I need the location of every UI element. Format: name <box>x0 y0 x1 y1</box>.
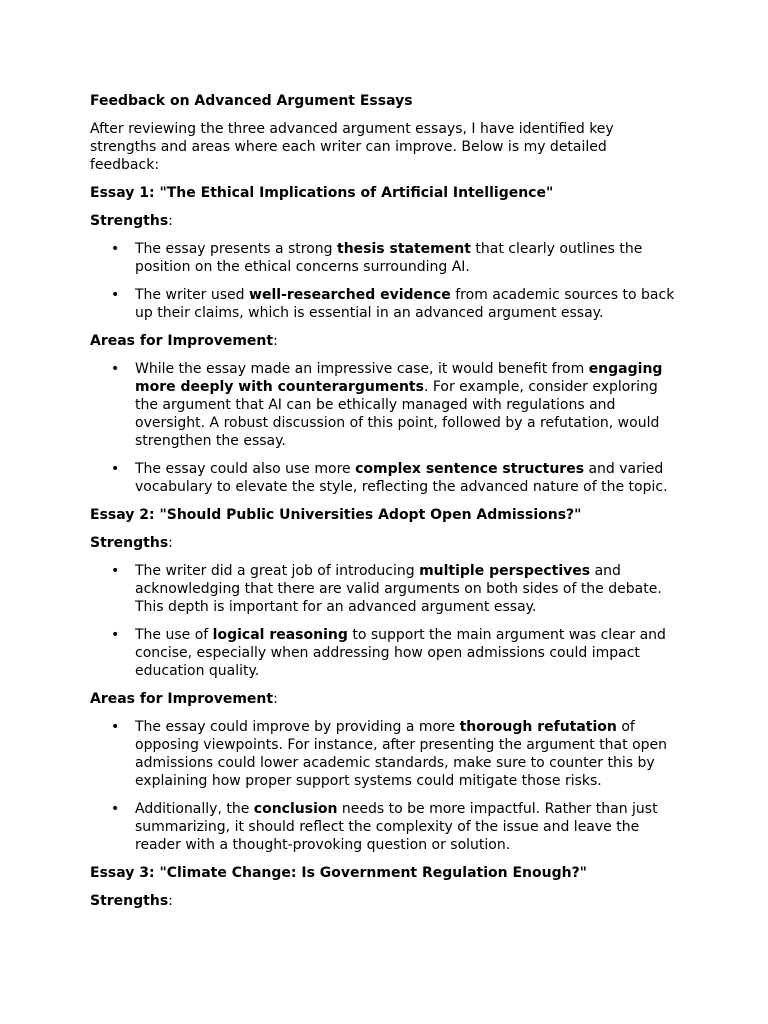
essay-section-1 <box>90 184 678 496</box>
list-item <box>90 800 678 854</box>
list-item <box>90 562 678 616</box>
bullet-icon: • <box>111 719 120 735</box>
list-item <box>90 360 678 450</box>
improvement-label: Areas for Improvement <box>90 333 274 349</box>
item-text: and varied vocabulary to elevate the style, reflecting the advanced nature of the topic. <box>135 461 668 495</box>
label-colon: : <box>273 333 278 349</box>
item-text: The essay could also use more <box>135 461 356 477</box>
item-text: While the essay made an impressive case, it would benefit from <box>135 361 589 377</box>
strengths-label: Strengths <box>90 213 169 229</box>
bullet-icon: • <box>111 801 120 817</box>
item-emphasis: conclusion <box>253 801 338 817</box>
strengths-label-line <box>90 534 678 552</box>
improvement-label-line <box>90 690 678 708</box>
item-text: The essay presents a strong <box>135 241 338 257</box>
label-colon: : <box>168 535 173 551</box>
strengths-label: Strengths <box>90 535 169 551</box>
improvements-list <box>90 360 678 496</box>
list-item <box>90 460 678 496</box>
item-emphasis: engaging more deeply with counterarguments <box>135 361 663 395</box>
essay-section-2 <box>90 506 678 854</box>
intro-paragraph: After reviewing the three advanced argument essays, I have identified key strengths and areas where each writer can improve. Below is my detailed feedback: <box>90 121 614 173</box>
item-emphasis: thorough refutation <box>459 719 617 735</box>
item-text: that clearly outlines the position on the ethical concerns surrounding AI. <box>135 241 643 275</box>
essay-heading: Essay 3: "Climate Change: Is Government Regulation Enough?" <box>90 865 587 881</box>
bullet-icon: • <box>111 361 120 377</box>
list-item <box>90 718 678 790</box>
item-text: The writer did a great job of introducing <box>135 563 420 579</box>
item-text: The writer used <box>135 287 250 303</box>
list-item <box>90 286 678 322</box>
strengths-label-line <box>90 892 678 910</box>
item-text: Additionally, the <box>135 801 254 817</box>
improvement-label-line <box>90 332 678 350</box>
improvements-list <box>90 718 678 854</box>
item-emphasis: thesis statement <box>337 241 471 257</box>
bullet-icon: • <box>111 241 120 257</box>
item-text: The use of <box>135 627 213 643</box>
item-emphasis: complex sentence structures <box>355 461 585 477</box>
item-text: The essay could improve by providing a more <box>135 719 460 735</box>
item-text: needs to be more impactful. Rather than just summarizing, it should reflect the complexity of the issue and leave the reader with a thought-provoking question or solution. <box>135 801 658 853</box>
improvement-label: Areas for Improvement <box>90 691 274 707</box>
bullet-icon: • <box>111 461 120 477</box>
item-text: and acknowledging that there are valid arguments on both sides of the debate. This depth is important for an advanced argument essay. <box>135 563 662 615</box>
bullet-icon: • <box>111 627 120 643</box>
strengths-list <box>90 240 678 322</box>
item-emphasis: multiple perspectives <box>419 563 591 579</box>
list-item <box>90 240 678 276</box>
essay-heading: Essay 1: "The Ethical Implications of Artificial Intelligence" <box>90 185 554 201</box>
item-emphasis: well-researched evidence <box>249 287 451 303</box>
label-colon: : <box>273 691 278 707</box>
bullet-icon: • <box>111 287 120 303</box>
item-text: of opposing viewpoints. For instance, after presenting the argument that open admissions could lower academic standards, make sure to counter this by explaining how proper support systems could mitigate those risks. <box>135 719 668 789</box>
label-colon: : <box>168 893 173 909</box>
essay-heading: Essay 2: "Should Public Universities Adopt Open Admissions?" <box>90 507 582 523</box>
item-text: from academic sources to back up their claims, which is essential in an advanced argument essay. <box>135 287 675 321</box>
list-item <box>90 626 678 680</box>
label-colon: : <box>168 213 173 229</box>
strengths-label-line <box>90 212 678 230</box>
item-text: to support the main argument was clear and concise, especially when addressing how open admissions could impact education quality. <box>135 627 666 679</box>
strengths-list <box>90 562 678 680</box>
essay-section-3 <box>90 864 678 910</box>
bullet-icon: • <box>111 563 120 579</box>
document-title: Feedback on Advanced Argument Essays <box>90 93 413 109</box>
item-text: . For example, consider exploring the argument that AI can be ethically managed with regulations and oversight. A robust discussion of this point, followed by a refutation, would strengthen the essay. <box>135 379 660 449</box>
strengths-label: Strengths <box>90 893 169 909</box>
item-emphasis: logical reasoning <box>212 627 348 643</box>
